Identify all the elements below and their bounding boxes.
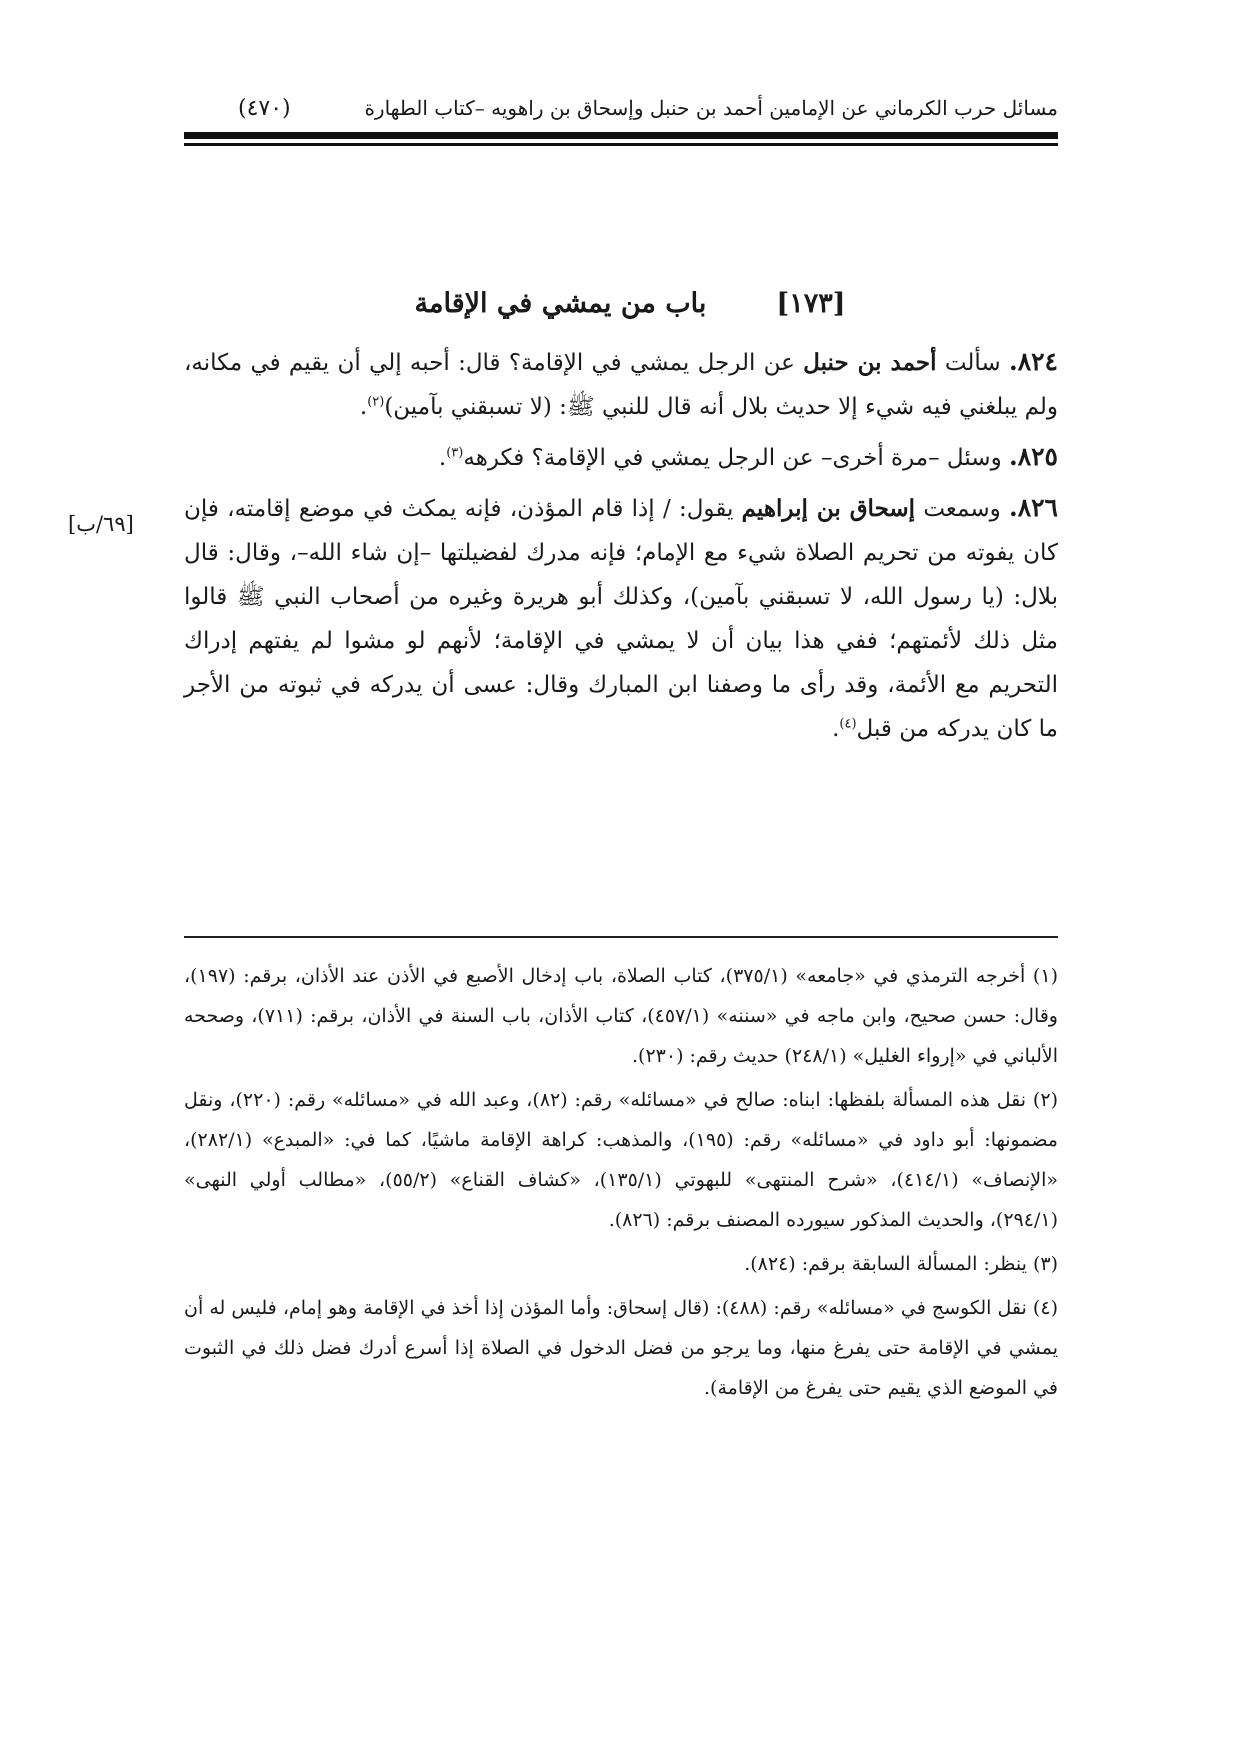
issue-text: يقول: / إذا قام المؤذن، فإنه يمكث في موضع إقامته، فإن كان يفوته من تحريم الصلاة شيء مع الإمام؛ فإنه مدرك لفضيلتها –إن شاء الله–، وقال: قال بلال: (يا رسول الله، لا تسبقني بآمين)، وكذلك أبو هريرة وغيره من أصحاب النبي ﷺ قالوا مثل ذلك لأئمتهم؛ ففي هذا بيان أن لا يمشي في الإقامة؛ لأنهم لو مشوا لم يفتهم إدراك التحريم مع الأئمة، وقد رأى ما وصفنا ابن المبارك وقال: عسى أن يدركه في ثبوته من الأجر ما كان يدركه من قبل [184, 496, 1058, 742]
running-header [238, 88, 1058, 128]
manuscript-folio-marker: [٦٩/ب] [68, 512, 134, 536]
scholar-name: إسحاق بن إبراهيم [741, 495, 916, 522]
header-rule-thin [184, 143, 1058, 146]
header-rule-thick [184, 132, 1058, 139]
issue-825 [184, 435, 1058, 480]
issue-prefix: سألت [936, 350, 1009, 376]
issue-number: ٨٢٦. [1008, 493, 1058, 522]
issue-number: ٨٢٥. [1008, 442, 1058, 471]
body-text [184, 340, 1058, 757]
footnote-1: (١) أخرجه الترمذي في «جامعه» (٣٧٥/١)، كتاب الصلاة، باب إدخال الأصبع في الأذن عند الأذان، برقم: (١٩٧)، وقال: حسن صحيح، وابن ماجه في «سننه» (٤٥٧/١)، كتاب الأذان، باب السنة في الأذان، برقم: (٧١١)، وصححه الألباني في «إرواء الغليل» (٢٤٨/١) حديث رقم: (٢٣٠). [184, 965, 1058, 1067]
issue-text: وسئل –مرة أخرى– عن الرجل يمشي في الإقامة؟ فكرهه [463, 445, 1009, 471]
footnote-3: (٣) ينظر: المسألة السابقة برقم: (٨٢٤). [744, 1253, 1058, 1275]
footnote-separator [184, 936, 1058, 938]
issue-number: ٨٢٤. [1008, 347, 1058, 376]
footnote-2: (٢) نقل هذه المسألة بلفظها: ابناه: صالح في «مسائله» رقم: (٨٢)، وعبد الله في «مسائله» رقم: (٢٢٠)، ونقل مضمونها: أبو داود في «مسائله» رقم: (١٩٥)، والمذهب: كراهة الإقامة ماشيًا، كما في: «المبدع» (٢٨٢/١)، «الإنصاف» (٤١٤/١)، «شرح المنتهى» للبهوتي (١٣٥/١)، «كشاف القناع» (٥٥/٢)، «مطالب أولي النهى» (٢٩٤/١)، والحديث المذكور سيورده المصنف برقم: (٨٢٦). [184, 1089, 1058, 1231]
issue-tail: . [438, 445, 447, 471]
footnotes [184, 956, 1058, 1412]
issue-824 [184, 340, 1058, 429]
issue-tail: . [359, 394, 368, 420]
issue-826 [184, 486, 1058, 751]
page-number: (٤٧٠) [238, 95, 291, 121]
footnote-ref[interactable]: (٢) [367, 394, 385, 410]
footnote-ref[interactable]: (٣) [446, 445, 464, 461]
chapter-number: [١٧٣] [776, 288, 846, 319]
issue-tail: . [832, 716, 840, 742]
footnote-4: (٤) نقل الكوسج في «مسائله» رقم: (٤٨٨): (قال إسحاق: وأما المؤذن إذا أخذ في الإقامة وهو إمام، فليس له أن يمشي في الإقامة حتى يفرغ منها، وما يرجو من فضل الدخول في الصلاة إذا أسرع أدرك فضل ذلك في الثبوت في الموضع الذي يقيم حتى يفرغ من الإقامة). [184, 1297, 1058, 1399]
chapter-heading [380, 288, 880, 330]
footnote-ref[interactable]: (٤) [839, 716, 857, 732]
chapter-title: باب من يمشي في الإقامة [414, 288, 707, 319]
scholar-name: أحمد بن حنبل [803, 349, 937, 376]
issue-prefix: وسمعت [915, 496, 1009, 522]
issue-text: عن الرجل يمشي في الإقامة؟ قال: أحبه إلي أن يقيم في مكانه، ولم يبلغني فيه شيء إلا حديث بلال أنه قال للنبي ﷺ: (لا تسبقني بآمين) [184, 350, 1058, 420]
header-title: مسائل حرب الكرماني عن الإمامين أحمد بن حنبل وإسحاق بن راهويه –كتاب الطهارة [364, 96, 1058, 120]
